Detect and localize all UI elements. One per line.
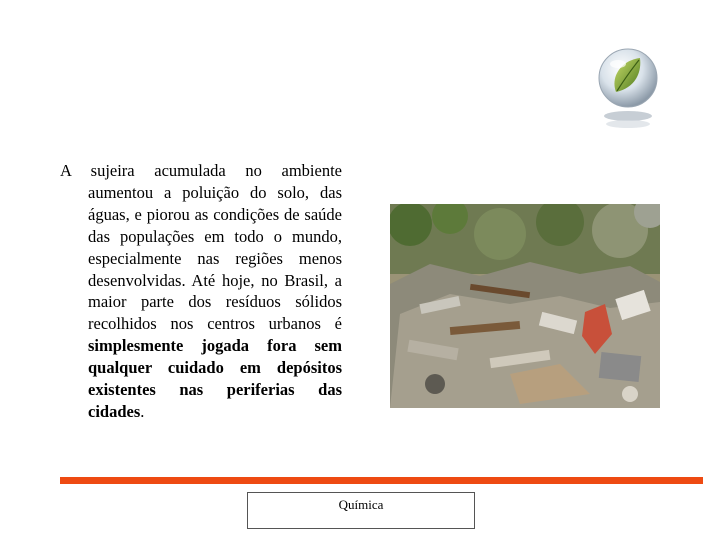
divider-rule bbox=[60, 477, 703, 484]
footer-label: Química bbox=[338, 497, 384, 512]
paragraph-end: . bbox=[140, 401, 145, 421]
footer-box bbox=[247, 492, 475, 529]
paragraph-plain: A sujeira acumulada no ambiente aumentou a poluição do solo, das águas, e piorou as condições de saúde das populações em todo o mundo, especialmente nas regiões menos desenvolvidas. Até hoje, no Brasil, a maior parte dos resíduos sólidos recolhidos nos centros urbanos é bbox=[60, 161, 342, 334]
leaf-globe-logo-icon bbox=[596, 48, 660, 132]
garbage-dump-photo bbox=[390, 204, 660, 408]
body-paragraph bbox=[60, 160, 342, 423]
body-text bbox=[60, 160, 342, 423]
paragraph-bold: simplesmente jogada fora sem qualquer cuidado em depósitos existentes nas periferias das cidades bbox=[88, 336, 342, 421]
